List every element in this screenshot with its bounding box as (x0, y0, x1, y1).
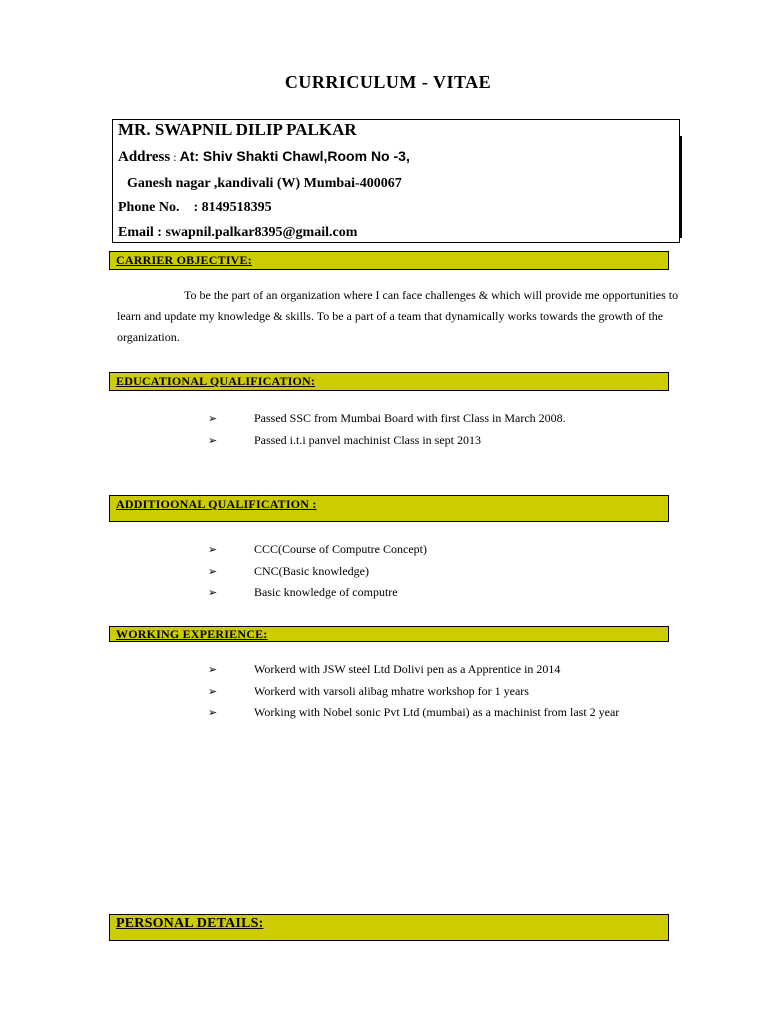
list-item: ➢ Basic knowledge of computre (208, 582, 668, 604)
arrow-bullet-icon: ➢ (208, 543, 218, 556)
phone-line (118, 200, 272, 216)
section-heading-additional (109, 495, 669, 522)
section-heading-additional-label: ADDITIOONAL QUALIFICATION : (116, 497, 317, 511)
arrow-bullet-icon: ➢ (208, 684, 218, 698)
list-item: ➢ Workerd with varsoli alibag mhatre workshop for 1 years (208, 681, 668, 703)
phone-value: : 8149518395 (193, 200, 272, 215)
address-label: Address (118, 149, 171, 165)
additional-list (208, 539, 668, 604)
objective-paragraph (117, 285, 682, 348)
list-item: ➢ Passed i.t.i panvel machinist Class in sept 2013 (208, 430, 668, 452)
list-item: ➢ CNC(Basic knowledge) (208, 561, 668, 583)
address-line-1 (118, 148, 410, 166)
phone-label: Phone No. (118, 200, 180, 215)
arrow-bullet-icon: ➢ (208, 412, 218, 425)
education-list (208, 408, 668, 451)
candidate-name: MR. SWAPNIL DILIP PALKAR (118, 120, 357, 139)
address-separator: : (170, 150, 180, 164)
address-line-2: Ganesh nagar ,kandivali (W) Mumbai-400067 (127, 176, 402, 191)
section-heading-education-label: EDUCATIONAL QUALIFICATION: (116, 374, 316, 388)
section-heading-education (109, 372, 669, 391)
section-heading-personal (109, 914, 669, 941)
email-line (118, 225, 357, 241)
section-heading-personal-label: PERSONAL DETAILS: (116, 916, 264, 931)
list-item: ➢ Workerd with JSW steel Ltd Dolivi pen as a Apprentice in 2014 (208, 659, 668, 681)
arrow-bullet-icon: ➢ (208, 706, 218, 719)
objective-text: To be the part of an organization where I can face challenges & which will provide me opportunities to learn and update my knowledge & skills. To be a part of a team that dynamically works towards the growth of the organization. (117, 288, 679, 344)
address-value: At: Shiv Shakti Chawl,Room No -3, (179, 148, 410, 164)
arrow-bullet-icon: ➢ (208, 564, 218, 578)
experience-list (208, 659, 668, 724)
section-heading-objective-label: CARRIER OBJECTIVE: (116, 253, 252, 267)
arrow-bullet-icon: ➢ (208, 663, 218, 676)
email-value: swapnil.palkar8395@gmail.com (165, 225, 358, 240)
document-title: CURRICULUM - VITAE (284, 72, 492, 92)
arrow-bullet-icon: ➢ (208, 433, 218, 447)
email-label: Email : (118, 225, 166, 240)
section-heading-experience (109, 626, 669, 642)
list-item: ➢ CCC(Course of Computre Concept) (208, 539, 668, 561)
arrow-bullet-icon: ➢ (208, 586, 218, 599)
list-item: ➢ Working with Nobel sonic Pvt Ltd (mumbai) as a machinist from last 2 year (208, 702, 668, 724)
section-heading-objective (109, 251, 669, 270)
section-heading-experience-label: WORKING EXPERIENCE: (116, 627, 268, 641)
list-item: ➢ Passed SSC from Mumbai Board with first Class in March 2008. (208, 408, 668, 430)
